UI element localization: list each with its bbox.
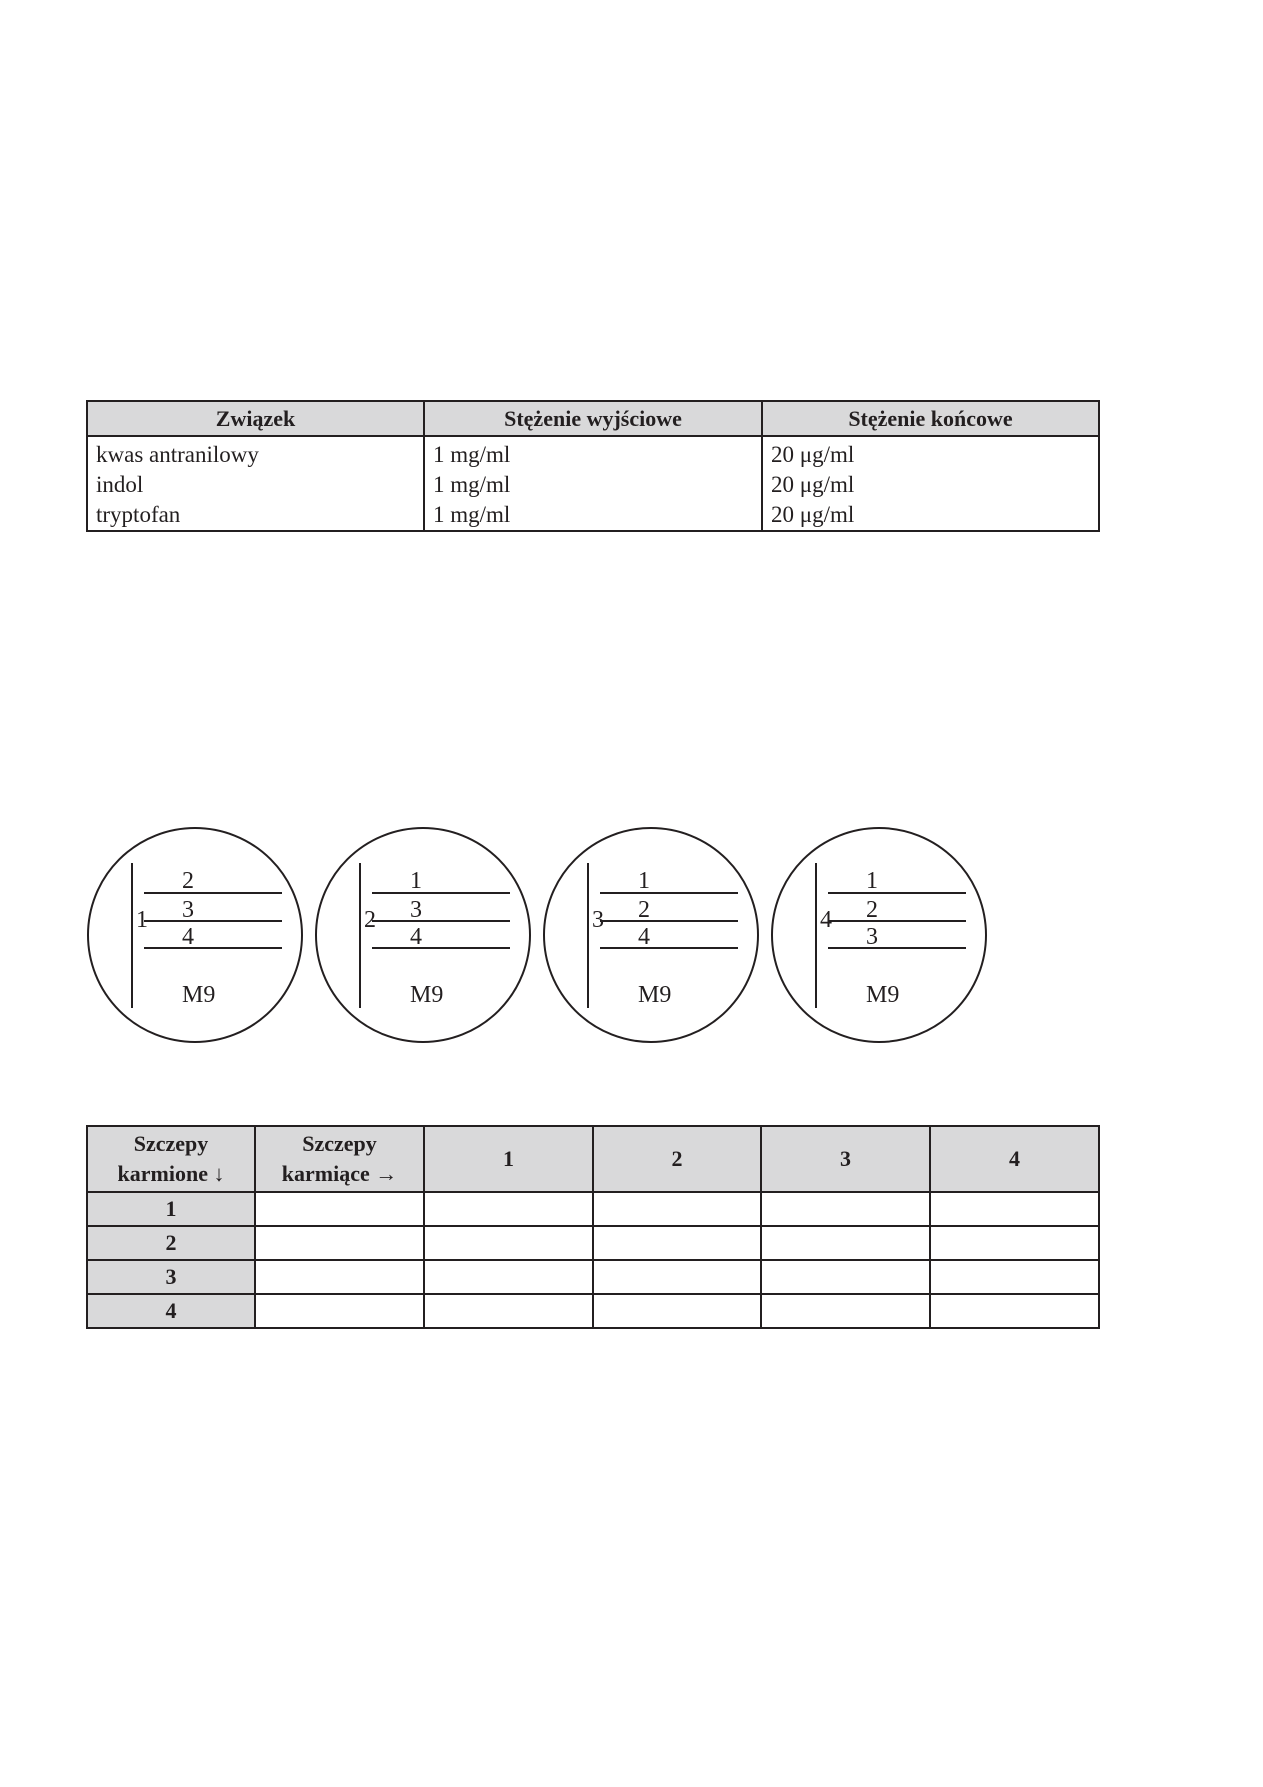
plate-1 <box>86 826 304 1044</box>
final-concentration: 20 μg/ml <box>771 472 855 497</box>
table-cell[interactable] <box>255 1192 424 1226</box>
table-cell[interactable] <box>930 1260 1099 1294</box>
table-cell[interactable] <box>930 1294 1099 1328</box>
row-header: 1 <box>87 1192 255 1226</box>
compound-name: indol <box>96 472 144 497</box>
table-cell[interactable] <box>593 1260 761 1294</box>
plate-drawing <box>314 826 532 1044</box>
streak-label: 4 <box>182 924 194 950</box>
column-header: 2 <box>593 1126 761 1192</box>
row-header: 3 <box>87 1260 255 1294</box>
plate-center-label: 2 <box>364 907 376 933</box>
medium-label: M9 <box>866 982 900 1008</box>
table-cell[interactable] <box>761 1226 930 1260</box>
table-row <box>87 1226 1099 1260</box>
streak-label: 1 <box>866 868 878 894</box>
table-row <box>87 1294 1099 1328</box>
final-concentration: 20 μg/ml <box>771 502 855 527</box>
table-cell[interactable] <box>424 1294 593 1328</box>
compounds-table <box>86 400 1100 532</box>
medium-label: M9 <box>410 982 444 1008</box>
plate-4 <box>770 826 988 1044</box>
table-cell[interactable] <box>930 1226 1099 1260</box>
final-concentration: 20 μg/ml <box>771 442 855 467</box>
plate-rim <box>544 828 758 1042</box>
plate-center-label: 4 <box>820 907 832 933</box>
plate-2 <box>314 826 532 1044</box>
row-header: 4 <box>87 1294 255 1328</box>
table-cell[interactable] <box>593 1192 761 1226</box>
medium-label: M9 <box>182 982 216 1008</box>
column-header: 1 <box>424 1126 593 1192</box>
table-cell[interactable] <box>761 1260 930 1294</box>
table-cell[interactable] <box>593 1294 761 1328</box>
streak-label: 2 <box>866 897 878 923</box>
table-row <box>87 1192 1099 1226</box>
table-row <box>87 1260 1099 1294</box>
streak-label: 1 <box>410 868 422 894</box>
table-cell[interactable] <box>255 1294 424 1328</box>
plate-drawing <box>86 826 304 1044</box>
table-cell[interactable] <box>930 1192 1099 1226</box>
corner-feeding-strains: Szczepy karmiące → <box>255 1126 424 1192</box>
plate-center-label: 3 <box>592 907 604 933</box>
compound-names <box>87 436 424 531</box>
table-cell[interactable] <box>761 1294 930 1328</box>
initial-concentration: 1 mg/ml <box>433 442 511 467</box>
medium-label: M9 <box>638 982 672 1008</box>
streak-label: 1 <box>638 868 650 894</box>
corner-fed-strains: Szczepy karmione ↓ <box>87 1126 255 1192</box>
initial-concentration: 1 mg/ml <box>433 502 511 527</box>
table-cell[interactable] <box>593 1226 761 1260</box>
plate-rim <box>772 828 986 1042</box>
table-cell[interactable] <box>761 1192 930 1226</box>
streak-label: 3 <box>866 924 878 950</box>
plate-rim <box>316 828 530 1042</box>
streak-label: 2 <box>182 868 194 894</box>
table-cell[interactable] <box>255 1260 424 1294</box>
plate-rim <box>88 828 302 1042</box>
plate-3 <box>542 826 760 1044</box>
plate-drawing <box>770 826 988 1044</box>
header-final-concentration: Stężenie końcowe <box>762 401 1099 436</box>
table-cell[interactable] <box>255 1226 424 1260</box>
streak-label: 4 <box>410 924 422 950</box>
row-header: 2 <box>87 1226 255 1260</box>
compound-name: tryptofan <box>96 502 181 527</box>
header-initial-concentration: Stężenie wyjściowe <box>424 401 762 436</box>
initial-concentrations <box>424 436 762 531</box>
streak-label: 4 <box>638 924 650 950</box>
cross-feeding-table <box>86 1125 1100 1329</box>
plate-center-label: 1 <box>136 907 148 933</box>
column-header: 3 <box>761 1126 930 1192</box>
header-compound: Związek <box>87 401 424 436</box>
table-cell[interactable] <box>424 1226 593 1260</box>
streak-label: 2 <box>638 897 650 923</box>
table-cell[interactable] <box>424 1192 593 1226</box>
compound-name: kwas antranilowy <box>96 442 259 467</box>
streak-label: 3 <box>410 897 422 923</box>
streak-label: 3 <box>182 897 194 923</box>
column-header: 4 <box>930 1126 1099 1192</box>
plate-drawing <box>542 826 760 1044</box>
final-concentrations <box>762 436 1099 531</box>
table-cell[interactable] <box>424 1260 593 1294</box>
initial-concentration: 1 mg/ml <box>433 472 511 497</box>
